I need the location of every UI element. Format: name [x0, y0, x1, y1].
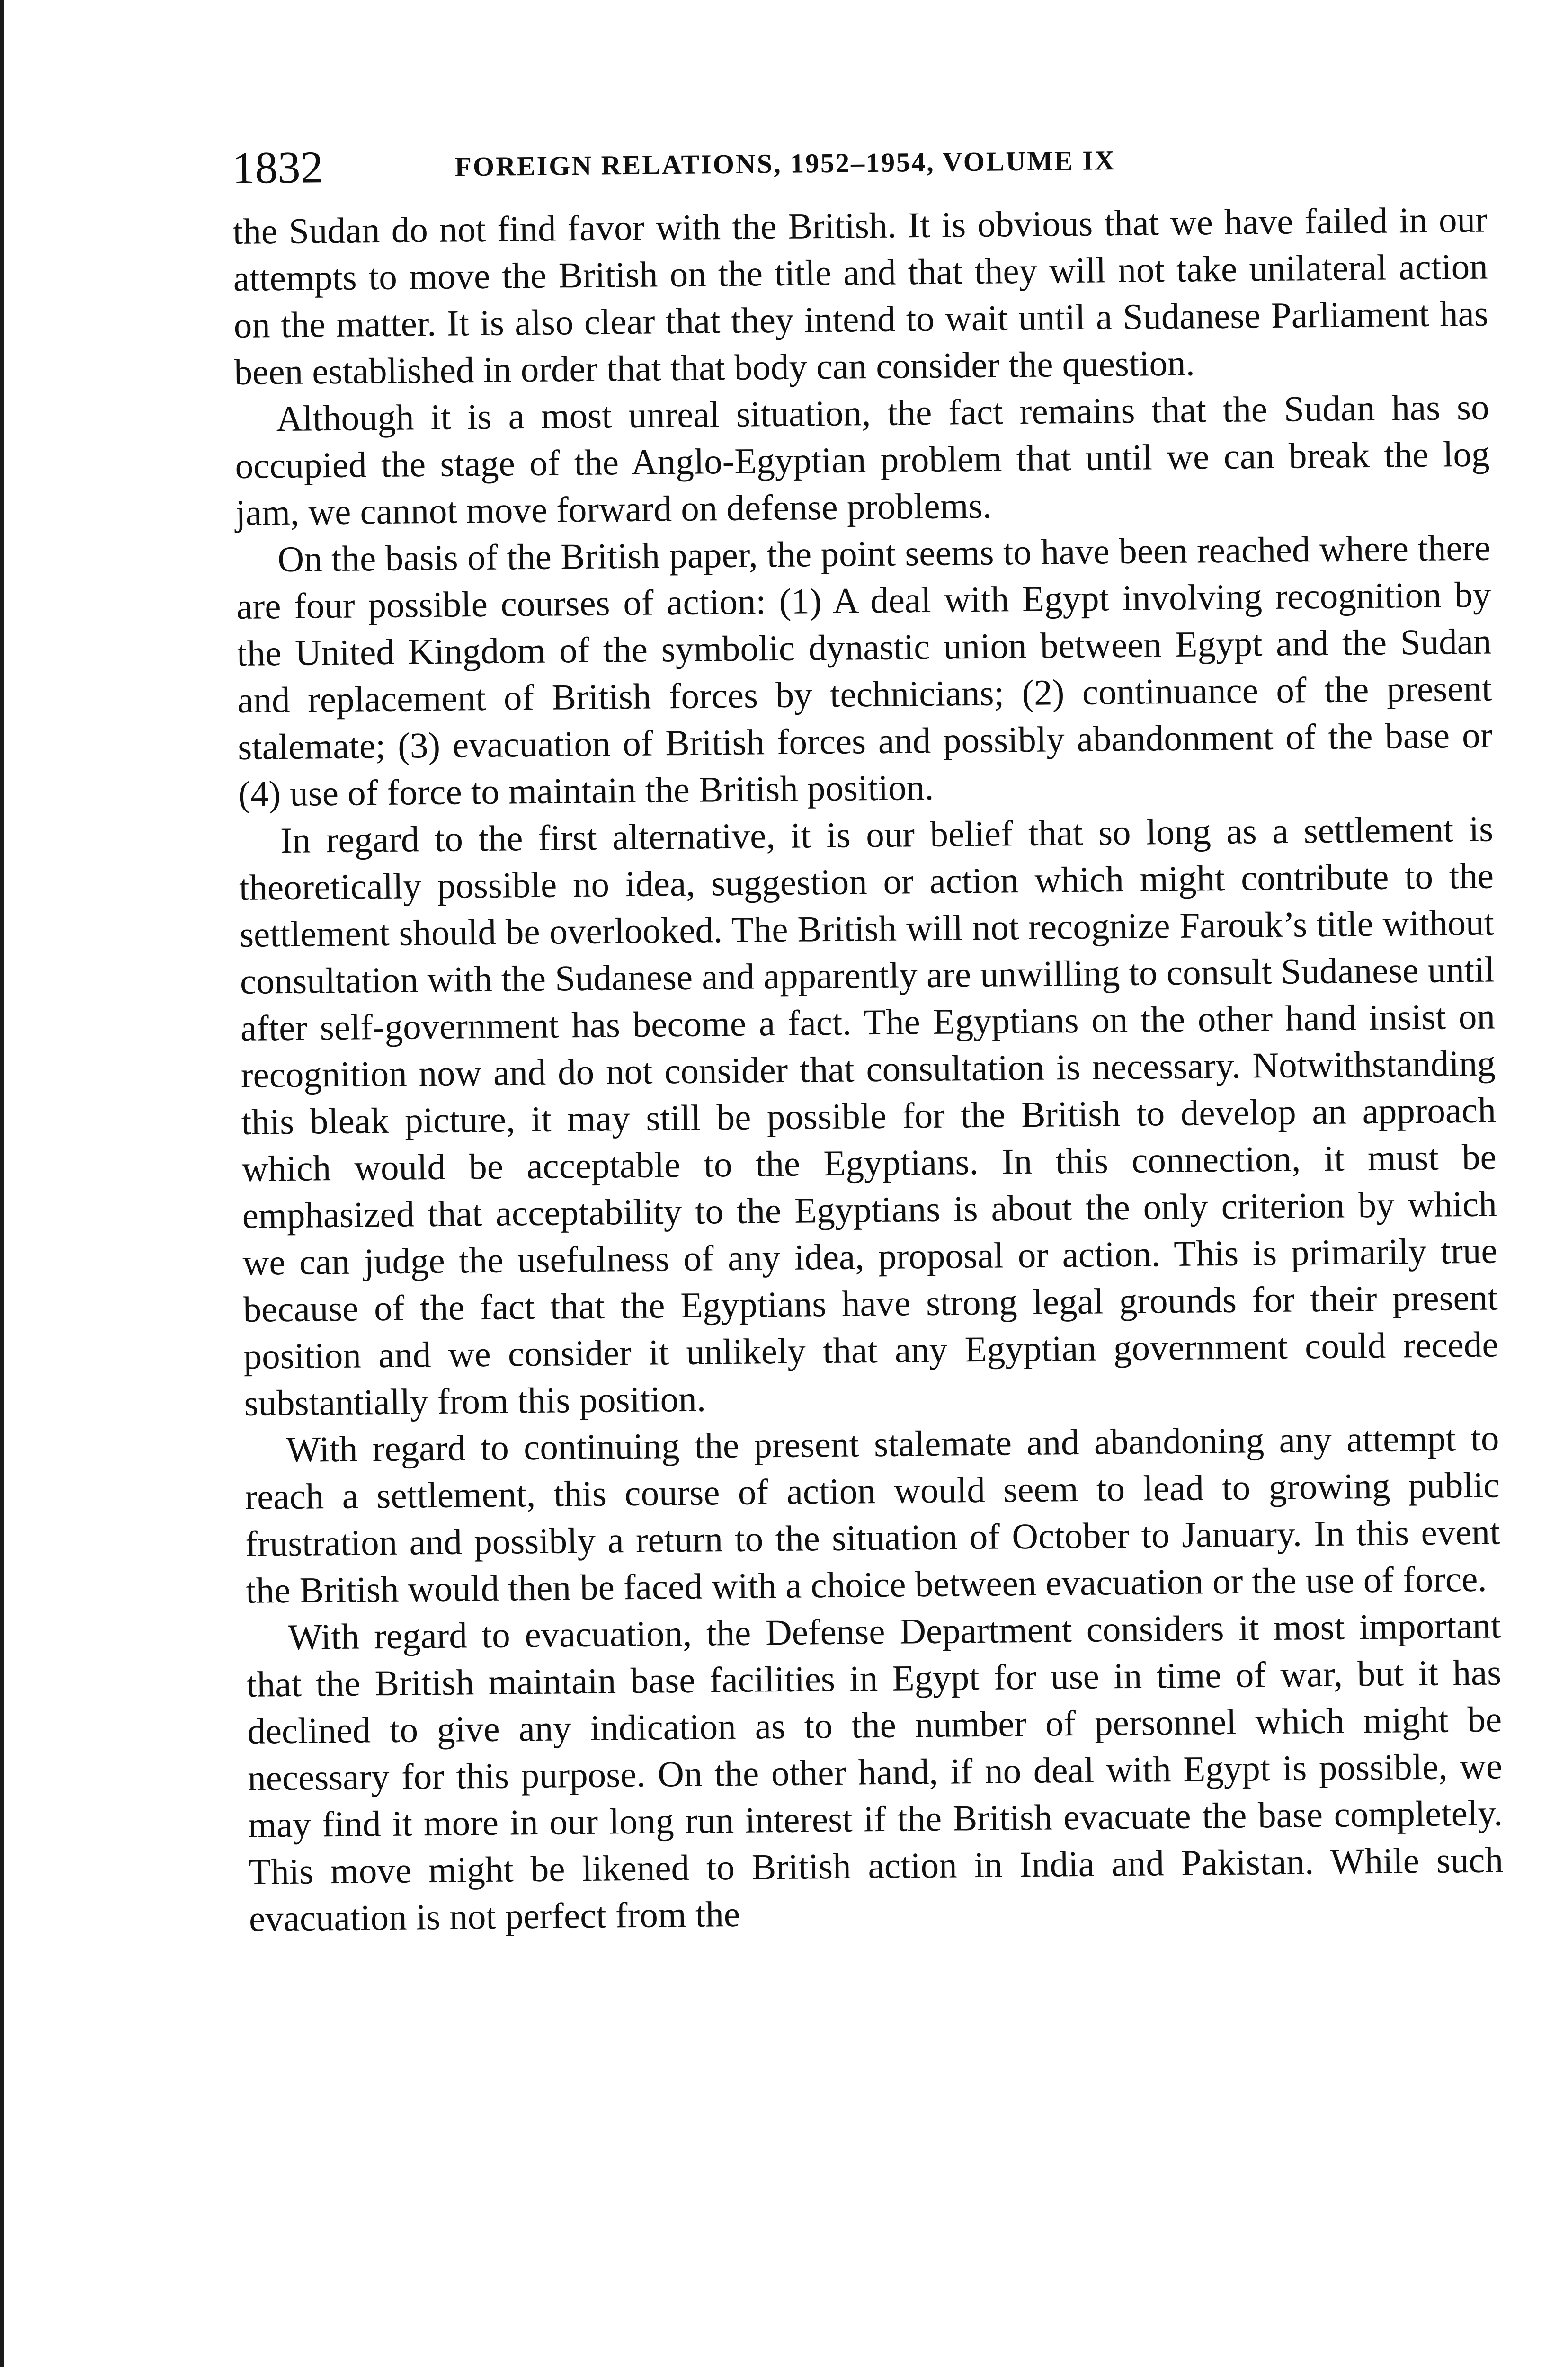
- paragraph: With regard to continuing the present stalemate and abandoning any attempt to reach a settlement, this course of action would seem to lead to growing public frustration and possibly a return to the situation of October to January. In this event the British would then be faced with a choice between evacuation or the use of force.: [245, 1417, 1500, 1611]
- body-text: [232, 196, 1504, 1942]
- scan-edge: [0, 0, 4, 2367]
- paragraph: Although it is a most unreal situation, the fact remains that the Sudan has so occupied the stage of the Anglo-Egyptian problem that until we can break the log jam, we cannot move forward on defense problems.: [235, 386, 1490, 533]
- paragraph-continued: the Sudan do not find favor with the British. It is obvious that we have failed in our attempts to move the British on the title and that they will not take unilateral action on the matter. It is also clear that they intend to wait until a Sudanese Parliament has been established in order that that body can consider the question.: [232, 199, 1489, 392]
- page-number: 1832: [232, 142, 324, 193]
- running-title: FOREIGN RELATIONS, 1952–1954, VOLUME IX: [454, 145, 1116, 182]
- paragraph: On the basis of the British paper, the point seems to have been reached where there are four possible courses of action: (1) A deal with Egypt involving recognition by the United Kingdom of the symbolic dynastic union between Egypt and the Sudan and replacement of British forces by technicians; (2) continuance of the present stalemate; (3) evacuation of British forces and possibly abandonment of the base or (4) use of force to maintain the British position.: [236, 527, 1493, 814]
- running-head: [232, 130, 1487, 208]
- paragraph: With regard to evacuation, the Defense Department considers it most important that the British maintain base facilities in Egypt for use in time of war, but it has declined to give any indication as to the number of personnel which might be necessary for this purpose. On the other hand, if no deal with Egypt is possible, we may find it more in our long run interest if the British evacuate the base completely. This move might be likened to British action in India and Pakistan. While such evacuation is not perfect from the: [246, 1605, 1504, 1939]
- document-page: [232, 130, 1504, 1942]
- paragraph: In regard to the first alternative, it is our belief that so long as a settlement is theoretically possible no idea, suggestion or action which might contribute to the settlement should be overlooked. The British will not recognize Farouk’s title without consultation with the Sudanese and apparently are unwilling to consult Sudanese until after self-government has become a fact. The Egyptians on the other hand insist on recognition now and do not consider that consultation is necessary. Notwithstanding this bleak picture, it may still be possible for the British to develop an approach which would be acceptable to the Egyptians. In this connection, it must be emphasized that acceptability to the Egyptians is about the only criterion by which we can judge the usefulness of any idea, proposal or action. This is primarily true because of the fact that the Egyptians have strong legal grounds for their present position and we consider it unlikely that any Egyptian government could recede substantially from this position.: [239, 808, 1498, 1424]
